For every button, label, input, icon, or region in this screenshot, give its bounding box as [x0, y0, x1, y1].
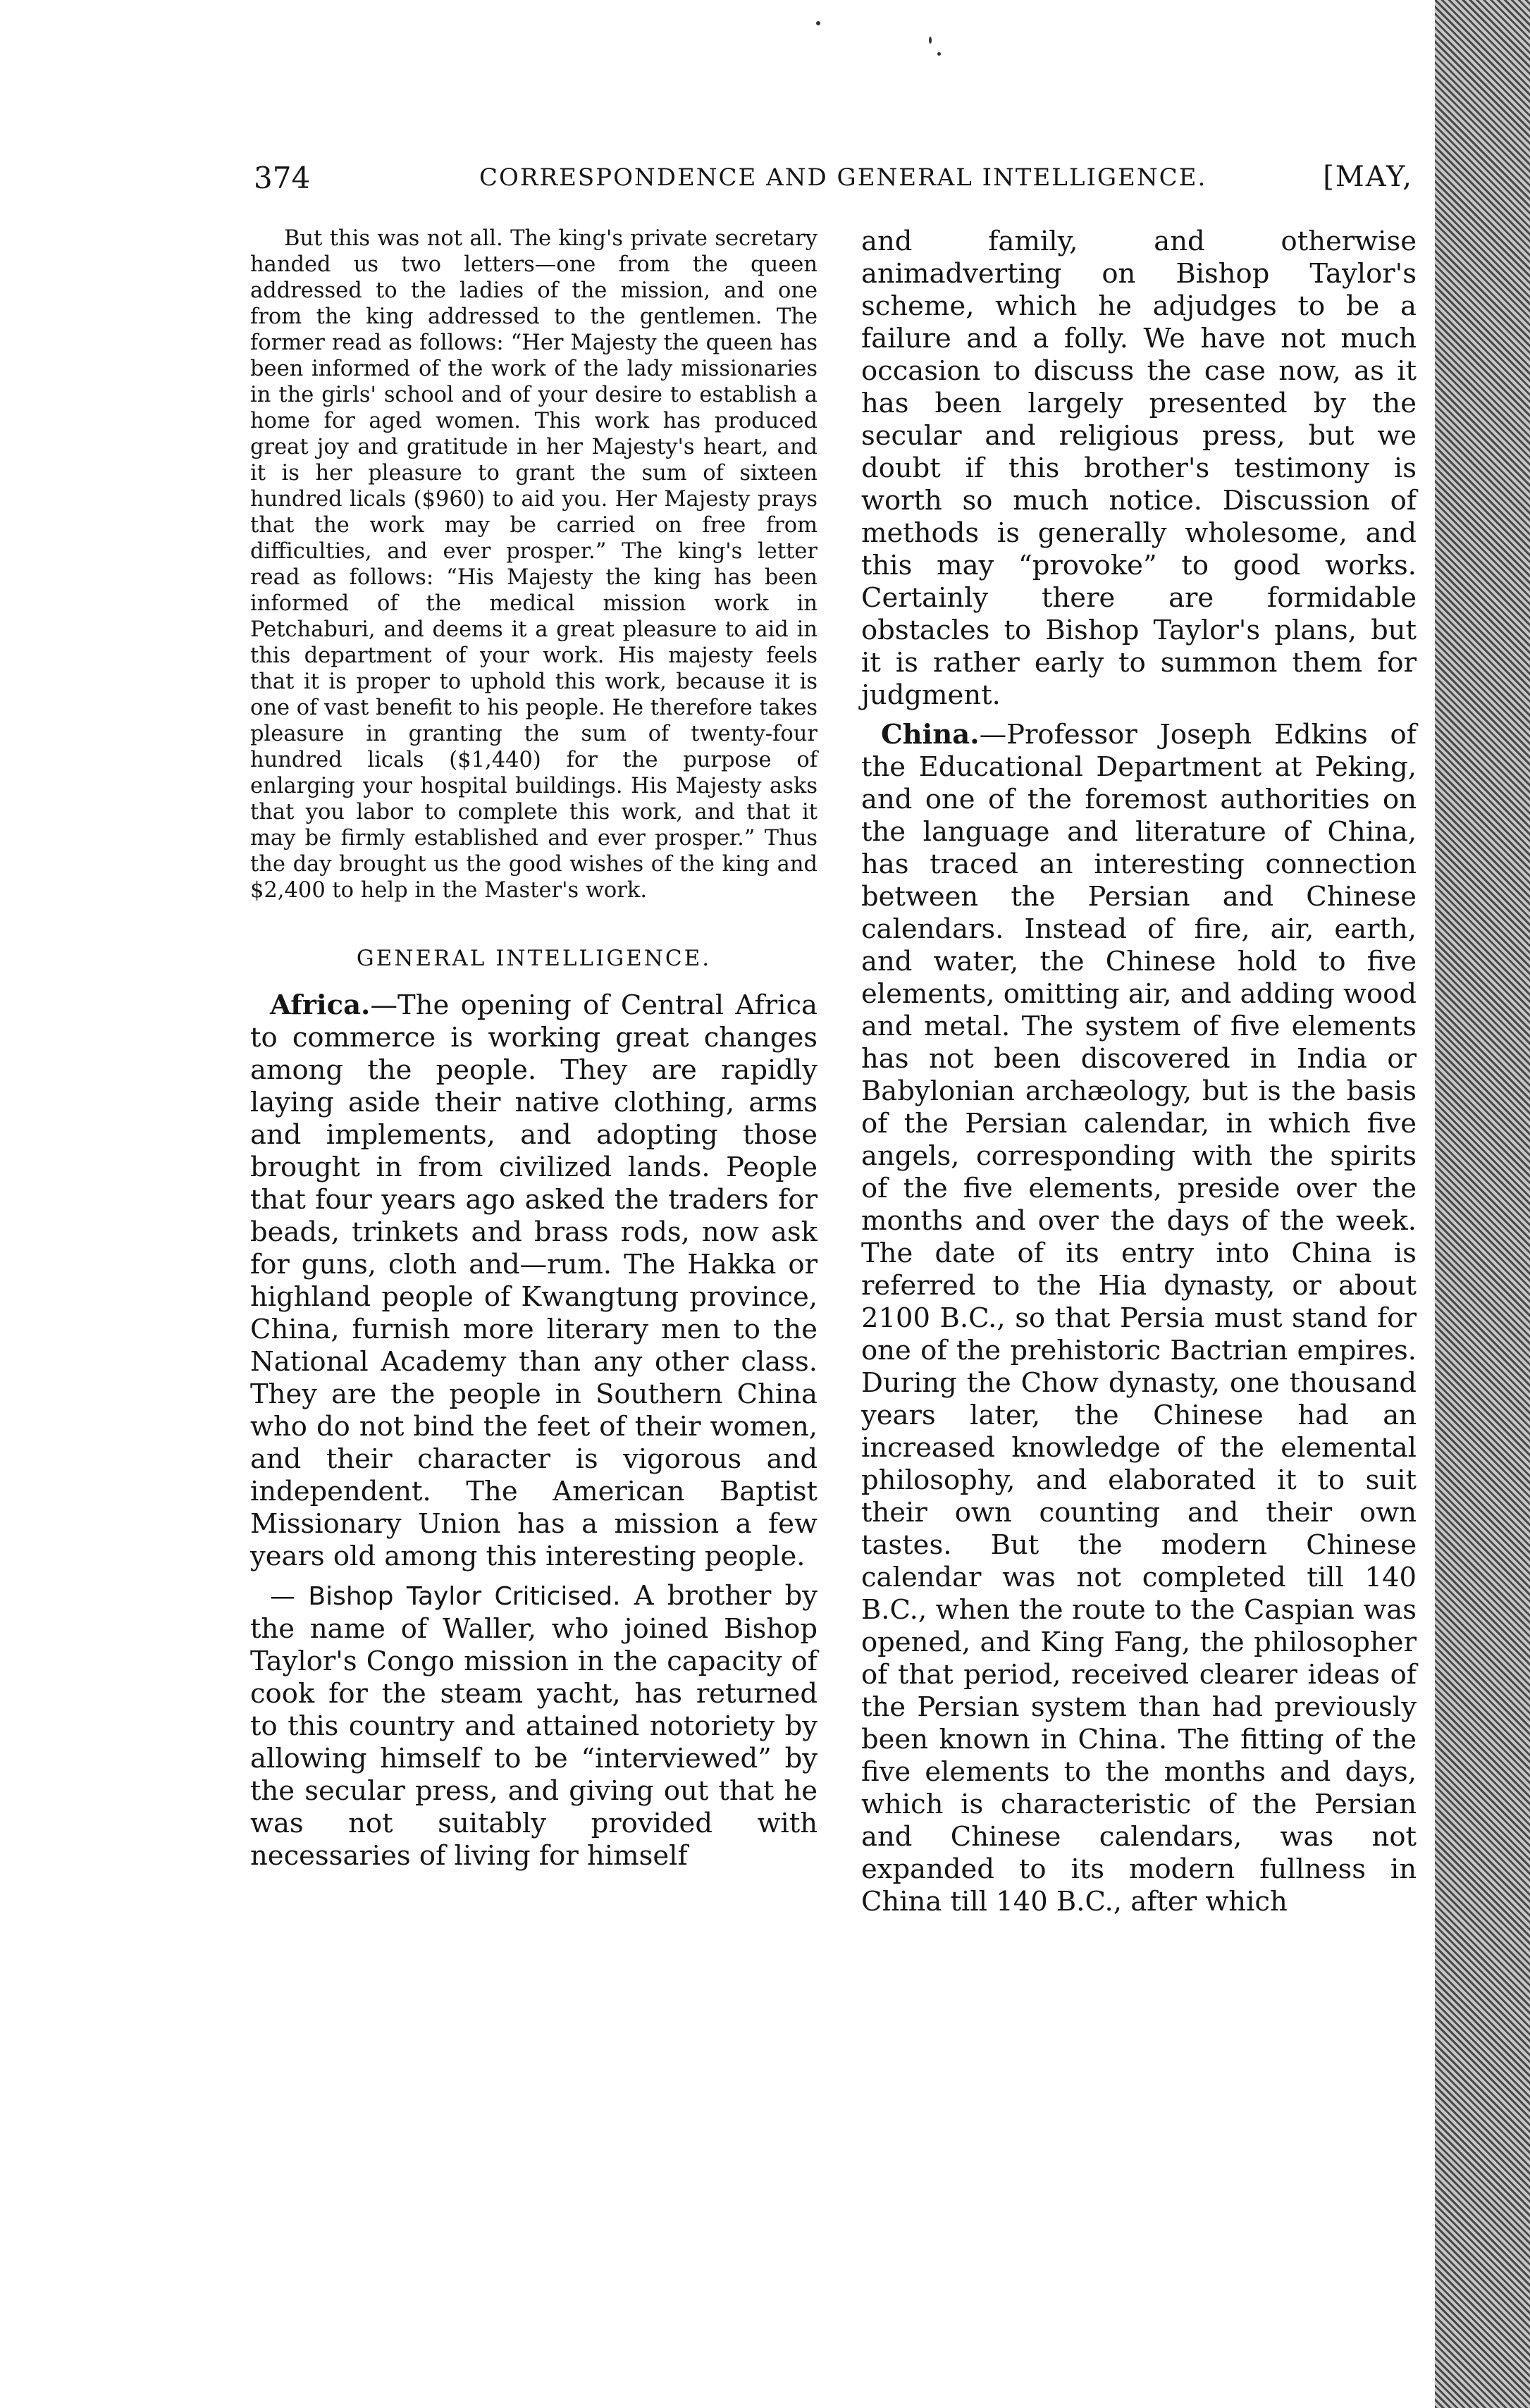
bishop-text: A brother by the name of Waller, who joined Bishop Taylor's Congo mission in the capacity of cook for the steam yacht, has returned to this country and attained notoriety by allowing himself to be “interviewed” by the secular press, and giving out that he was not suitably provided with necessaries of living for himself — [250, 1580, 818, 1872]
running-title: CORRESPONDENCE AND GENERAL INTELLIGENCE. — [479, 163, 1207, 192]
bishop-continued-paragraph: and family, and otherwise animadverting on Bishop Taylor's scheme, which he adjudges to be a failure and a folly. We have not much occasion to discuss the case now, as it has been largely presented by the secular and religious press, but we doubt if this brother's testimony is worth so much notice. Discussion of methods is generally wholesome, and this may “provoke” to good works. Certainly there are formidable obstacles to Bishop Taylor's plans, but it is rather early to summon them for judgment. — [861, 226, 1417, 711]
king-letters-paragraph: But this was not all. The king's private secretary handed us two letters—one from the queen addressed to the ladies of the mission, and one from the king addressed to the gentlemen. The former read as follows: “Her Majesty the queen has been informed of the work of the lady missionaries in the girls' school and of your desire to establish a home for aged women. This work has produced great joy and gratitude in her Majesty's heart, and it is her pleasure to grant the sum of sixteen hundred licals ($960) to aid you. Her Majesty prays that the work may be carried on free from difficulties, and ever prosper.” The king's letter read as follows: “His Majesty the king has been informed of the medical mission work in Petchaburi, and deems it a great pleasure to aid in this department of your work. His majesty feels that it is proper to uphold this work, because it is one of vast benefit to his people. He therefore takes pleasure in granting the sum of twenty-four hundred licals ($1,440) for the purpose of enlarging your hospital buildings. His Majesty asks that you labor to complete this work, and that it may be firmly established and ever prosper.” Thus the day brought us the good wishes of the king and $2,400 to help in the Master's work. — [250, 226, 818, 903]
page-number: 374 — [254, 161, 311, 195]
africa-paragraph — [250, 989, 818, 1573]
china-text: —Professor Joseph Edkins of the Educational Department at Peking, and one of the foremost authorities on the language and literature of China, has traced an interesting connection between the Persian and Chinese calendars. Instead of fire, air, earth, and water, the Chinese hold to five elements, omitting air, and adding wood and metal. The system of five elements has not been discovered in India or Babylonian archæology, but is the basis of the Persian calendar, in which five angels, corresponding with the spirits of the five elements, preside over the months and over the days of the week. The date of its entry into China is referred to the Hia dynasty, or about 2100 B.C., so that Persia must stand for one of the prehistoric Bactrian empires. During the Chow dynasty, one thousand years later, the Chinese had an increased knowledge of the elemental philosophy, and elaborated it to suit their own counting and their own tastes. But the modern Chinese calendar was not completed till 140 B.C., when the route to the Caspian was opened, and King Fang, the philosopher of that period, received clearer ideas of the Persian system than had previously been known in China. The fitting of the five elements to the months and days, which is characteristic of the Persian and Chinese calendars, was not expanded to its modern fullness in China till 140 B.C., after which — [861, 719, 1417, 1918]
page-header — [254, 161, 1413, 203]
right-column — [861, 226, 1417, 1918]
bishop-paragraph — [250, 1580, 818, 1872]
africa-runin: Africa. — [270, 989, 371, 1021]
left-column — [250, 226, 818, 1872]
section-heading: GENERAL INTELLIGENCE. — [356, 946, 712, 971]
scan-edge-strip — [1435, 0, 1530, 2408]
running-month: [MAY, — [1323, 161, 1413, 193]
scan-speck — [937, 52, 941, 56]
china-paragraph — [861, 719, 1417, 1918]
scan-speck — [929, 37, 932, 44]
china-runin: China. — [881, 719, 980, 751]
africa-text: —The opening of Central Africa to commerce is working great changes among the people. They are rapidly laying aside their native clothing, arms and implements, and adopting those brought in from civilized lands. People that four years ago asked the traders for beads, trinkets and brass rods, now ask for guns, cloth and—rum. The Hakka or highland people of Kwangtung province, China, furnish more literary men to the National Academy than any other class. They are the people in Southern China who do not bind the feet of their women, and their character is vigorous and independent. The American Baptist Missionary Union has a mission a few years old among this interesting people. — [250, 989, 818, 1572]
bishop-runin: — Bishop Taylor Criticised. — [270, 1582, 621, 1611]
scan-speck — [816, 21, 820, 25]
